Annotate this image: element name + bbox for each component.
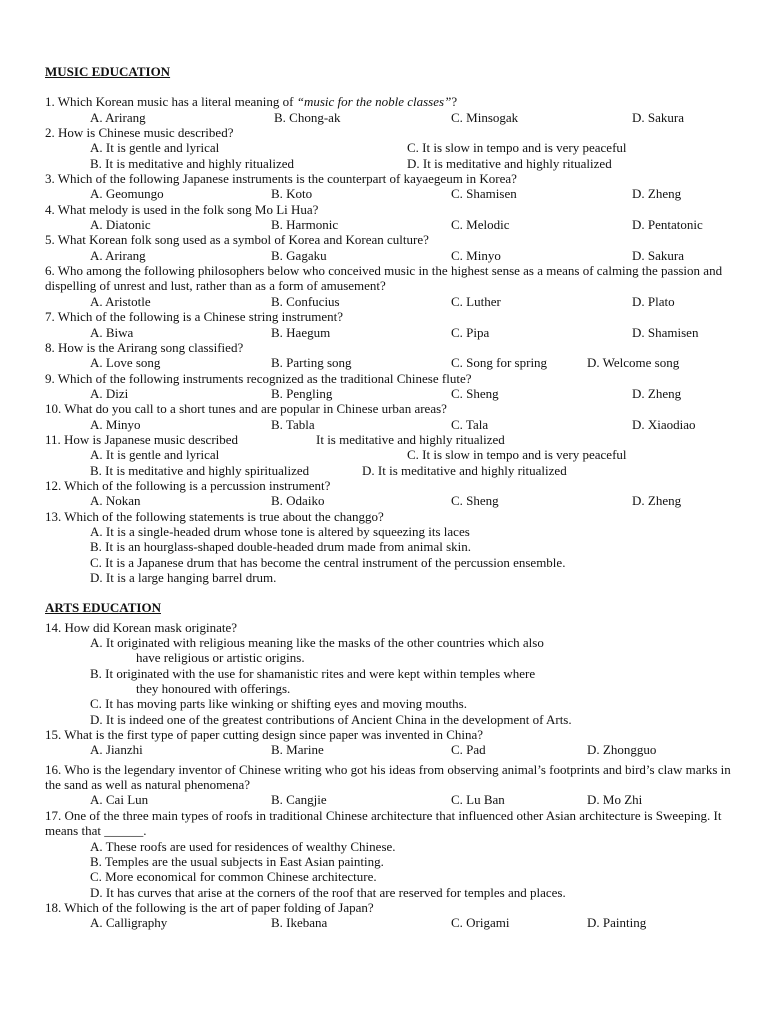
question-11-inline-answer: It is meditative and highly ritualized <box>316 431 505 447</box>
option-b: B. Cangjie <box>271 792 327 808</box>
option-a: A. It is gentle and lyrical <box>90 140 220 156</box>
question-10: 10. What do you call to a short tunes and are popular in Chinese urban areas? <box>45 401 447 417</box>
question-12: 12. Which of the following is a percussion instrument? <box>45 477 331 493</box>
option-b: B. Haegum <box>271 324 331 340</box>
option-b: B. Odaiko <box>271 493 325 509</box>
option-d: D. It has curves that arise at the corners of the roof that are reserved for temples and places. <box>90 884 566 900</box>
option-b: B. Chong-ak <box>274 109 341 125</box>
question-7-options <box>45 325 735 340</box>
question-4: 4. What melody is used in the folk song Mo Li Hua? <box>45 201 319 217</box>
option-a: A. Cai Lun <box>90 792 149 808</box>
question-3-options <box>45 186 735 201</box>
option-b: B. Ikebana <box>271 915 328 931</box>
option-a: A. Arirang <box>90 247 146 263</box>
option-a: A. Biwa <box>90 324 134 340</box>
question-8-options <box>45 355 735 370</box>
question-3: 3. Which of the following Japanese instruments is the counterpart of kayaegeum in Korea? <box>45 171 517 187</box>
question-12-options <box>45 493 735 508</box>
option-a: A. Nokan <box>90 493 141 509</box>
question-9: 9. Which of the following instruments recognized as the traditional Chinese flute? <box>45 370 472 386</box>
option-b: B. Tabla <box>271 416 315 432</box>
option-d: D. Zheng <box>632 186 682 202</box>
question-15: 15. What is the first type of paper cutting design since paper was invented in China? <box>45 727 484 743</box>
question-15-options <box>45 742 735 757</box>
option-b: B. Marine <box>271 742 324 758</box>
option-d: D. Sakura <box>632 109 684 125</box>
question-2-options-bd <box>45 156 735 171</box>
option-c: C. Origami <box>451 915 510 931</box>
question-18-options <box>45 915 735 930</box>
option-a: A. Love song <box>90 355 161 371</box>
option-c: C. It is slow in tempo and is very peaceful <box>407 140 627 156</box>
option-a: A. Dizi <box>90 385 129 401</box>
arts-education-section <box>45 600 735 930</box>
option-d: D. It is meditative and highly ritualized <box>407 155 612 171</box>
option-d: D. It is meditative and highly ritualized <box>362 462 567 478</box>
option-c: C. Lu Ban <box>451 792 505 808</box>
option-b: B. It is an hourglass-shaped double-headed drum made from animal skin. <box>90 539 472 555</box>
option-a: A. Minyo <box>90 416 141 432</box>
option-d: D. Mo Zhi <box>587 792 643 808</box>
option-d: D. It is indeed one of the greatest contributions of Ancient China in the development of Arts. <box>90 711 572 727</box>
question-1-suffix: ? <box>451 94 458 110</box>
question-11-text: 11. How is Japanese music described <box>45 431 239 447</box>
option-a: A. These roofs are used for residences of wealthy Chinese. <box>90 838 396 854</box>
question-6: 6. Who among the following philosophers below who conceived music in the highest sense as a means of calming the passion and dispelling of unrest and lust, rather than as a form of amusement? <box>45 263 723 294</box>
option-c: C. Minyo <box>451 247 501 263</box>
question-2: 2. How is Chinese music described? <box>45 125 234 141</box>
option-c: C. It has moving parts like winking or shifting eyes and moving mouths. <box>90 696 467 712</box>
worksheet <box>45 64 735 931</box>
option-d: D. Zhongguo <box>587 742 657 758</box>
option-a-continuation: have religious or artistic origins. <box>136 650 305 666</box>
option-a: A. Arirang <box>90 109 146 125</box>
option-c: C. It is slow in tempo and is very peaceful <box>407 447 627 463</box>
question-10-options <box>45 417 735 432</box>
option-c: C. Melodic <box>451 217 510 233</box>
option-b: B. Parting song <box>271 355 352 371</box>
question-11 <box>45 432 735 447</box>
question-16-options <box>45 792 735 807</box>
option-c: C. Pad <box>451 742 486 758</box>
option-a: A. It is gentle and lyrical <box>90 447 220 463</box>
option-c: C. Shamisen <box>451 186 517 202</box>
arts-education-heading: ARTS EDUCATION <box>45 600 161 616</box>
question-1-prefix: 1. Which Korean music has a literal meaning of <box>45 94 297 110</box>
option-b: B. It is meditative and highly spiritualized <box>90 462 310 478</box>
question-1 <box>45 94 735 109</box>
option-d: D. Welcome song <box>587 355 680 371</box>
option-d: D. Zheng <box>632 493 682 509</box>
option-c: C. It is a Japanese drum that has become the central instrument of the percussion ensemble. <box>90 554 566 570</box>
question-17: 17. One of the three main types of roofs in traditional Chinese architecture that influenced other Asian architecture is Sweeping. It means that ______. <box>45 807 722 839</box>
option-a: A. Jianzhi <box>90 742 143 758</box>
option-c: C. Tala <box>451 416 489 432</box>
option-d: D. Plato <box>632 293 675 309</box>
option-b: B. Gagaku <box>271 247 327 263</box>
option-d: D. Sakura <box>632 247 684 263</box>
music-education-section <box>45 64 735 585</box>
option-b: B. Koto <box>271 186 313 202</box>
option-c: C. Pipa <box>451 324 490 340</box>
question-7: 7. Which of the following is a Chinese string instrument? <box>45 309 343 325</box>
option-b-continuation: they honoured with offerings. <box>136 681 291 697</box>
question-4-options <box>45 217 735 232</box>
option-c: C. Minsogak <box>451 109 519 125</box>
option-d: D. It is a large hanging barrel drum. <box>90 570 277 585</box>
option-b: B. Confucius <box>271 293 340 309</box>
question-1-options <box>45 110 735 125</box>
option-d: D. Xiaodiao <box>632 416 696 432</box>
option-d: D. Zheng <box>632 385 682 401</box>
option-a: A. It originated with religious meaning like the masks of the other countries which also <box>90 635 544 651</box>
question-11-options-bd <box>45 463 735 478</box>
question-18: 18. Which of the following is the art of paper folding of Japan? <box>45 899 374 915</box>
option-b: B. Temples are the usual subjects in East Asian painting. <box>90 853 384 869</box>
option-a: A. Calligraphy <box>90 915 168 931</box>
music-education-heading: MUSIC EDUCATION <box>45 64 171 79</box>
option-c: C. Luther <box>451 293 501 309</box>
question-2-options-ac <box>45 140 735 155</box>
option-b: B. It is meditative and highly ritualized <box>90 155 294 171</box>
question-5: 5. What Korean folk song used as a symbol of Korea and Korean culture? <box>45 232 429 248</box>
option-a: A. Geomungo <box>90 186 164 202</box>
option-c: C. Song for spring <box>451 355 548 371</box>
option-b: B. Pengling <box>271 385 333 401</box>
question-5-options <box>45 248 735 263</box>
question-1-quote: “music for the noble classes” <box>296 94 452 110</box>
question-8: 8. How is the Arirang song classified? <box>45 339 244 355</box>
question-16: 16. Who is the legendary inventor of Chinese writing who got his ideas from observing animal’s footprints and bird’s claw marks in the sand as well as natural phenomena? <box>45 761 731 793</box>
option-a: A. Diatonic <box>90 217 151 233</box>
option-c: C. Sheng <box>451 385 499 401</box>
question-9-options <box>45 386 735 401</box>
question-14: 14. How did Korean mask originate? <box>45 619 238 635</box>
option-a: A. It is a single-headed drum whose tone is altered by squeezing its laces <box>90 523 470 539</box>
question-6-options <box>45 294 735 309</box>
option-d: D. Shamisen <box>632 324 699 340</box>
option-d: D. Pentatonic <box>632 217 703 233</box>
question-13: 13. Which of the following statements is true about the changgo? <box>45 508 384 524</box>
option-a: A. Aristotle <box>90 293 151 309</box>
option-d: D. Painting <box>587 915 647 931</box>
option-b: B. It originated with the use for shamanistic rites and were kept within temples where <box>90 665 536 681</box>
option-c: C. More economical for common Chinese architecture. <box>90 869 377 885</box>
option-b: B. Harmonic <box>271 217 339 233</box>
option-c: C. Sheng <box>451 493 499 509</box>
question-11-options-ac <box>45 447 735 462</box>
